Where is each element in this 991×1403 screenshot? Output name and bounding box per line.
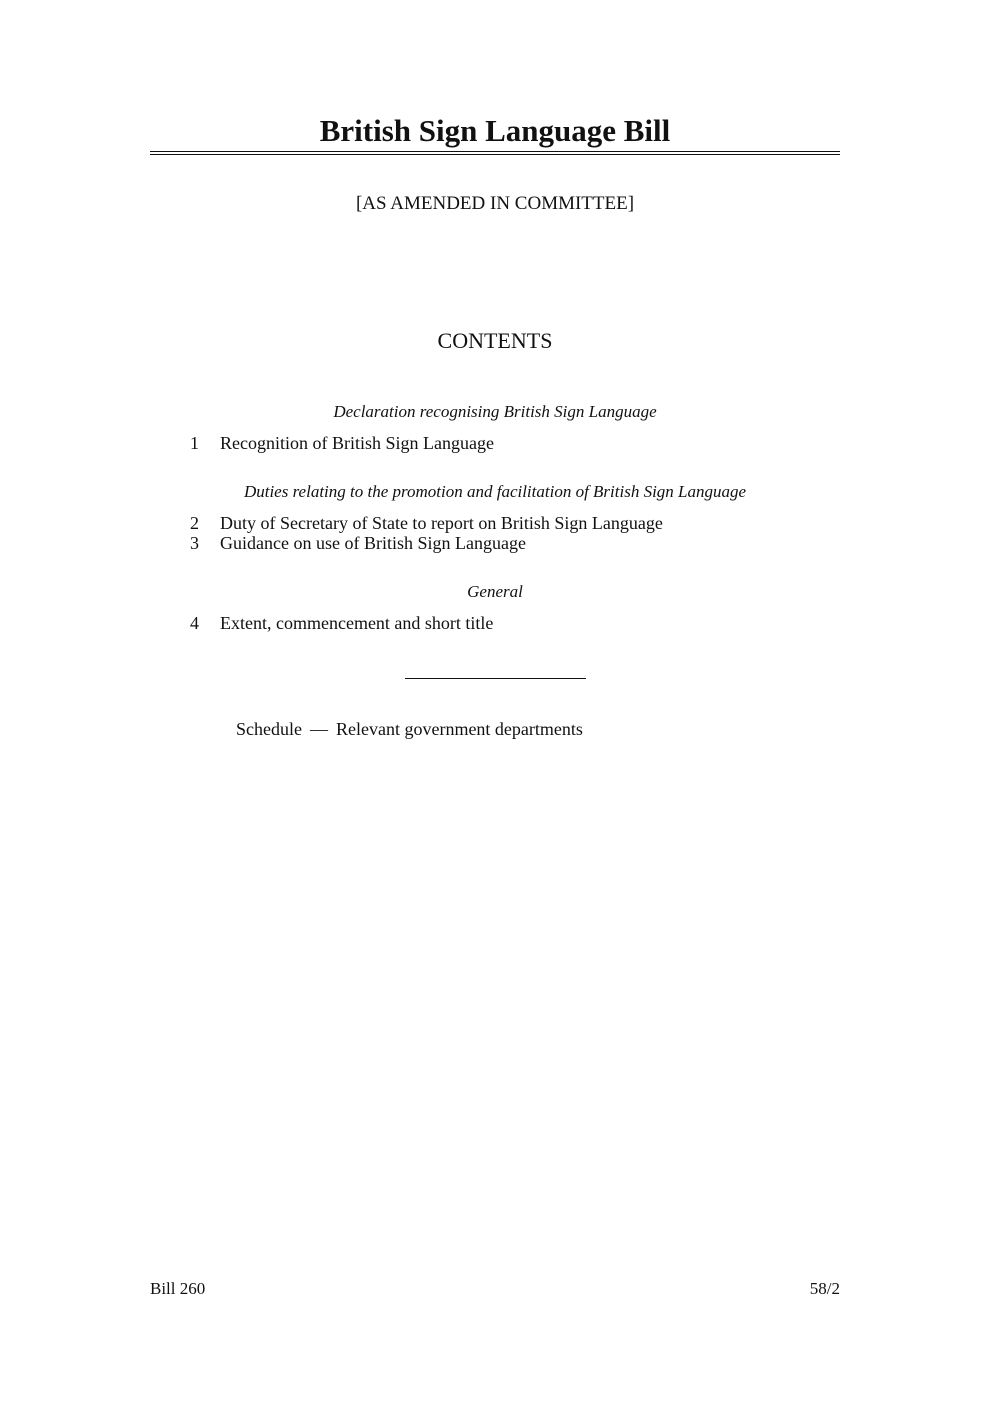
schedule-text: Relevant government departments: [335, 719, 583, 739]
entry-number: 2: [190, 513, 199, 533]
entry-text: Guidance on use of British Sign Language: [220, 533, 526, 553]
contents-entry-3[interactable]: [190, 533, 526, 553]
entry-text: Recognition of British Sign Language: [220, 433, 494, 453]
entry-text: Extent, commencement and short title: [220, 613, 494, 633]
entry-number: 4: [190, 613, 199, 633]
schedule-dash: —: [309, 719, 328, 739]
part-heading-general: General: [467, 582, 523, 601]
entry-number: 3: [190, 533, 199, 553]
contents-entry-2[interactable]: [190, 513, 663, 533]
schedule-label: Schedule: [236, 719, 302, 739]
entry-text: Duty of Secretary of State to report on British Sign Language: [220, 513, 663, 533]
contents-entry-1[interactable]: [190, 433, 494, 453]
bill-title: British Sign Language Bill: [319, 113, 671, 148]
entry-number: 1: [190, 433, 199, 453]
title-double-rule: [150, 151, 840, 155]
footer-bill-number: Bill 260: [150, 1279, 206, 1298]
footer-reference: 58/2: [809, 1279, 840, 1298]
schedule-entry[interactable]: [236, 718, 583, 740]
part-heading-duties: Duties relating to the promotion and facilitation of British Sign Language: [243, 482, 747, 501]
bill-status: [AS AMENDED IN COMMITTEE]: [355, 193, 635, 214]
contents-heading: CONTENTS: [437, 328, 553, 353]
section-divider: [405, 678, 586, 679]
contents-entry-4[interactable]: [190, 613, 493, 633]
part-heading-declaration: Declaration recognising British Sign Language: [333, 402, 657, 421]
